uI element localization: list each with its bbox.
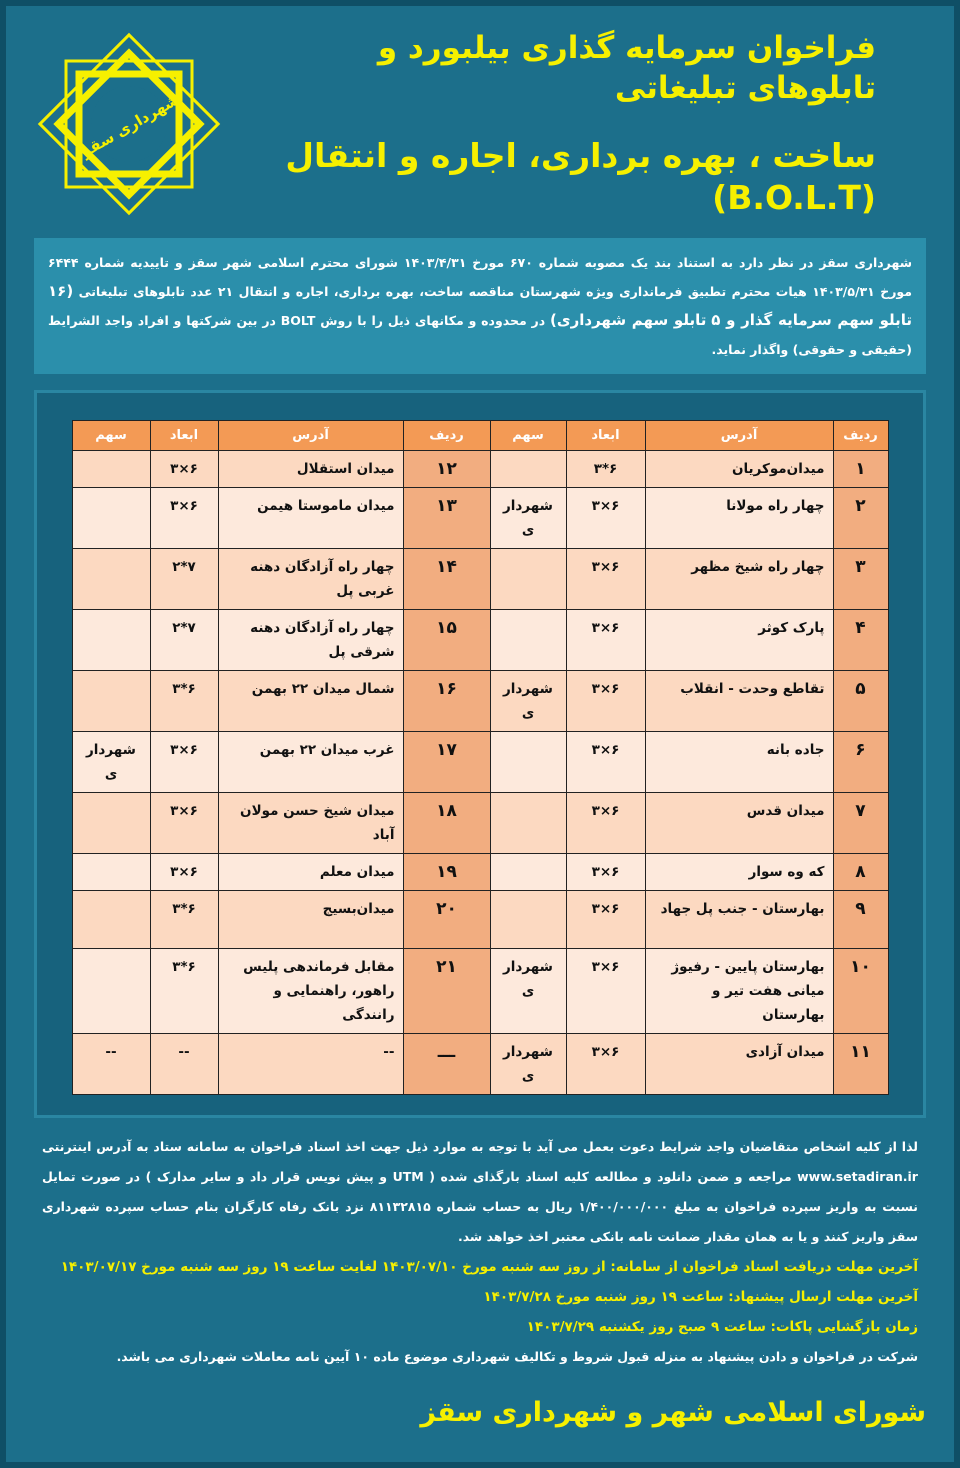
- row-number-cell: ۱۳: [403, 488, 490, 549]
- share-cell: شهرداری: [490, 949, 566, 1034]
- row-number-cell: ۶: [833, 732, 888, 793]
- address-cell: چهار راه شیخ مظهر: [645, 549, 833, 610]
- column-header: ابعاد: [566, 421, 645, 451]
- column-header: آدرس: [645, 421, 833, 451]
- address-cell: میدان‌موکریان: [645, 451, 833, 488]
- address-cell: چهار راه مولانا: [645, 488, 833, 549]
- dimensions-cell: ۶×۳: [150, 451, 218, 488]
- row-number-cell: ۷: [833, 793, 888, 854]
- table-row: [72, 671, 888, 732]
- deadline-documents: آخرین مهلت دریافت اسناد فراخوان از سامانه: از روز سه شنبه مورخ ۱۴۰۳/۰۷/۱۰ لغایت ساعت ۱۹ روز سه شنبه مورخ ۱۴۰۳/۰۷/۱۷: [60, 1259, 918, 1276]
- table-row: [72, 793, 888, 854]
- address-cell: چهار راه آزادگان دهنه شرقی پل: [218, 610, 403, 671]
- intro-text-2: محترم تطبیق فرمانداری ویژه شهرستان مناقصه ساخت، بهره برداری، اجاره و انتقال ۲۱ عدد تابلوهای تبلیغاتی: [78, 284, 771, 300]
- table-row: [72, 732, 888, 793]
- table-row: [72, 610, 888, 671]
- share-cell: [490, 732, 566, 793]
- row-number-cell: ۴: [833, 610, 888, 671]
- address-cell: میدان معلم: [218, 854, 403, 891]
- row-number-cell: ۳: [833, 549, 888, 610]
- conditions-text: [34, 1132, 926, 1372]
- share-cell: [72, 793, 150, 854]
- column-header: سهم: [72, 421, 150, 451]
- column-header: ردیف: [833, 421, 888, 451]
- table-row: [72, 549, 888, 610]
- title-line-2: ساخت ، بهره برداری، اجاره و انتقال (B.O.L.T): [285, 135, 876, 218]
- billboard-table: [72, 420, 889, 1095]
- row-number-cell: ۱: [833, 451, 888, 488]
- header: [34, 28, 926, 220]
- row-number-cell: ۱۵: [403, 610, 490, 671]
- title-block: [242, 28, 926, 220]
- content-panel: [34, 390, 926, 1118]
- address-cell: --: [218, 1034, 403, 1095]
- share-cell: شهرداری: [490, 488, 566, 549]
- share-cell: [490, 610, 566, 671]
- table-row: [72, 488, 888, 549]
- share-cell: [490, 549, 566, 610]
- row-number-cell: ۱۹: [403, 854, 490, 891]
- row-number-cell: ۱۷: [403, 732, 490, 793]
- row-number-cell: ۸: [833, 854, 888, 891]
- intro-text-1: شهرداری سقز در نظر دارد به استناد بند یک مصوبه شماره ۶۷۰ مورخ ۱۴۰۳/۴/۳۱ شورای محترم اسلامی شهر سقز و تاییدیه شماره ۶۴۴۴ مورخ ۱۴۰۳/۵/۳۱ هیات: [48, 255, 912, 300]
- dimensions-cell: ۶×۳: [566, 949, 645, 1034]
- share-cell: [72, 891, 150, 949]
- share-cell: [490, 854, 566, 891]
- address-cell: که وه سوار: [645, 854, 833, 891]
- share-cell: [490, 451, 566, 488]
- dimensions-cell: ۶×۳: [566, 854, 645, 891]
- table-row: [72, 891, 888, 949]
- address-cell: چهار راه آزادگان دهنه غربی پل: [218, 549, 403, 610]
- dimensions-cell: ۶*۳: [150, 671, 218, 732]
- row-number-cell: ۹: [833, 891, 888, 949]
- address-cell: غرب میدان ۲۲ بهمن: [218, 732, 403, 793]
- dimensions-cell: ۶×۳: [150, 732, 218, 793]
- row-number-cell: ـــ: [403, 1034, 490, 1095]
- share-cell: شهرداری: [490, 671, 566, 732]
- signature: شورای اسلامی شهر و شهرداری سقز: [420, 1397, 926, 1429]
- address-cell: بهارستان پایین - رفیوژ میانی هفت تیر و بهارستان: [645, 949, 833, 1034]
- column-header: سهم: [490, 421, 566, 451]
- row-number-cell: ۵: [833, 671, 888, 732]
- dimensions-cell: --: [150, 1034, 218, 1095]
- column-header: ابعاد: [150, 421, 218, 451]
- dimensions-cell: ۶×۳: [566, 610, 645, 671]
- title-line-1: فراخوان سرمایه گذاری بیلبورد و تابلوهای تبلیغاتی: [377, 30, 876, 107]
- share-cell: [72, 488, 150, 549]
- dimensions-cell: ۶×۳: [566, 891, 645, 949]
- share-cell: [72, 549, 150, 610]
- address-cell: بهارستان - جنب پل جهاد: [645, 891, 833, 949]
- dimensions-cell: ۷*۲: [150, 610, 218, 671]
- address-cell: میدان آزادی: [645, 1034, 833, 1095]
- share-cell: [490, 891, 566, 949]
- intro-emphasis-2: تابلو سهم شهرداری): [550, 311, 707, 330]
- share-cell: [72, 610, 150, 671]
- share-cell: [72, 451, 150, 488]
- table-row: [72, 451, 888, 488]
- address-cell: جاده بانه: [645, 732, 833, 793]
- share-cell: شهرداری: [72, 732, 150, 793]
- intro-paragraph: [34, 238, 926, 374]
- row-number-cell: ۱۰: [833, 949, 888, 1034]
- dimensions-cell: ۶×۳: [566, 793, 645, 854]
- table-row: [72, 949, 888, 1034]
- share-cell: [490, 793, 566, 854]
- dimensions-cell: ۶×۳: [566, 549, 645, 610]
- dimensions-cell: ۶*۳: [566, 451, 645, 488]
- opening-time: زمان بازگشایی پاکات: ساعت ۹ صبح روز یکشنبه ۱۴۰۳/۷/۲۹: [526, 1319, 918, 1336]
- address-cell: شمال میدان ۲۲ بهمن: [218, 671, 403, 732]
- dimensions-cell: ۶×۳: [566, 488, 645, 549]
- table-row: [72, 1034, 888, 1095]
- dimensions-cell: ۶×۳: [566, 671, 645, 732]
- address-cell: میدان ماموستا هیمن: [218, 488, 403, 549]
- share-cell: [72, 949, 150, 1034]
- participation-note: شرکت در فراخوان و دادن پیشنهاد به منزله قبول شروط و تکالیف شهرداری موضوع ماده ۱۰ آیین نامه معاملات شهرداری می باشد.: [116, 1349, 918, 1365]
- address-cell: پارک کوثر: [645, 610, 833, 671]
- address-cell: میدان قدس: [645, 793, 833, 854]
- table-row: [72, 854, 888, 891]
- address-cell: مقابل فرماندهی پلیس راهور، راهنمایی و رانندگی: [218, 949, 403, 1034]
- address-cell: تقاطع وحدت - انقلاب: [645, 671, 833, 732]
- column-header: آدرس: [218, 421, 403, 451]
- share-cell: --: [72, 1034, 150, 1095]
- share-cell: [72, 671, 150, 732]
- row-number-cell: ۲: [833, 488, 888, 549]
- address-cell: میدان‌بسیج: [218, 891, 403, 949]
- dimensions-cell: ۶×۳: [150, 854, 218, 891]
- row-number-cell: ۲۱: [403, 949, 490, 1034]
- row-number-cell: ۱۶: [403, 671, 490, 732]
- poster: [6, 6, 954, 1462]
- dimensions-cell: ۶×۳: [150, 793, 218, 854]
- row-number-cell: ۱۲: [403, 451, 490, 488]
- row-number-cell: ۱۴: [403, 549, 490, 610]
- dimensions-cell: ۶×۳: [566, 1034, 645, 1095]
- row-number-cell: ۱۱: [833, 1034, 888, 1095]
- conditions-paragraph: لذا از کلیه اشخاص متقاضیان واجد شرایط دعوت بعمل می آید با توجه به موارد ذیل جهت اخذ اسناد فراخوان به سامانه ستاد به آدرس اینترنتی www.setadiran.ir مراجعه و ضمن دانلود و مطالعه کلیه اسناد بارگذای شده ( UTM و پیش نویس قرار داد و سایر مدارک ) در صورت تمایل نسبت به واریز سپرده فراخوان به مبلغ ۱/۴۰۰/۰۰۰/۰۰۰ ریال به حساب شماره ۸۱۱۳۲۸۱۵ نزد بانک رفاه کارگران بنام حساب سپرده شهرداری سقز واریز کنند و یا به همان مقدار ضمانت نامه بانکی معتبر اخذ خواهد شد.: [42, 1139, 918, 1245]
- dimensions-cell: ۶×۳: [150, 488, 218, 549]
- dimensions-cell: ۶×۳: [566, 732, 645, 793]
- share-cell: [72, 854, 150, 891]
- address-cell: میدان شیخ حسن مولان آباد: [218, 793, 403, 854]
- intro-emphasis-1: (۱۶ تابلو سهم سرمایه گذار و ۵: [48, 282, 912, 330]
- deadline-proposal: آخرین مهلت ارسال پیشنهاد: ساعت ۱۹ روز شنبه مورخ ۱۴۰۳/۷/۲۸: [483, 1289, 918, 1306]
- row-number-cell: ۱۸: [403, 793, 490, 854]
- municipality-logo: [34, 29, 224, 219]
- dimensions-cell: ۶*۳: [150, 891, 218, 949]
- dimensions-cell: ۷*۲: [150, 549, 218, 610]
- intro-text-3: در محدوده و مکانهای ذیل را با روش BOLT در بین شرکتها و افراد واجد الشرایط (حقیقی و حقوقی) واگذار نماید.: [48, 313, 912, 358]
- column-header: ردیف: [403, 421, 490, 451]
- svg-text:شهرداری سقز: شهرداری سقز: [78, 90, 182, 162]
- row-number-cell: ۲۰: [403, 891, 490, 949]
- share-cell: شهرداری: [490, 1034, 566, 1095]
- dimensions-cell: ۶*۳: [150, 949, 218, 1034]
- address-cell: میدان استقلال: [218, 451, 403, 488]
